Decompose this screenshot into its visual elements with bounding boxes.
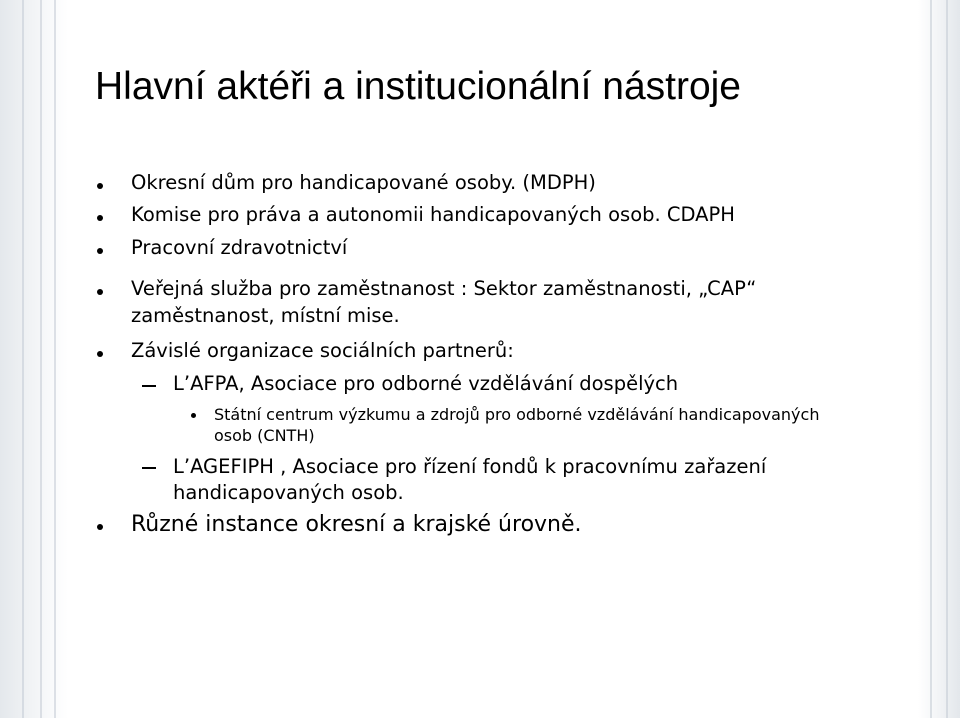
left-edge-gradient	[0, 0, 68, 718]
bullet-marker	[97, 248, 103, 254]
sub-item-agefiph-line1: L’AGEFIPH , Asociace pro řízení fondů k pracovnímu zařazení	[173, 455, 767, 478]
decor-stripe	[946, 0, 948, 718]
sub-item-agefiph-line2: handicapovaných osob.	[173, 481, 404, 504]
bullet-marker	[97, 183, 103, 189]
decor-stripe	[54, 0, 56, 718]
bullet-marker	[97, 351, 103, 357]
slide-title: Hlavní aktéři a institucionální nástroje	[95, 65, 741, 108]
bullet-marker	[97, 524, 103, 530]
subsub-item-cnth-line2: osob (CNTH)	[214, 426, 315, 445]
bullet-item-employment-line1: Veřejná služba pro zaměstnanost : Sektor zaměstnanosti, „CAP“	[131, 277, 757, 300]
subsub-item-cnth-line1: Státní centrum výzkumu a zdrojů pro odborné vzdělávání handicapovaných	[214, 405, 820, 424]
bullet-item-employment-line2: zaměstnanost, místní mise.	[131, 304, 400, 327]
dash-marker	[142, 385, 156, 387]
bullet-item-instances: Různé instance okresní a krajské úrovně.	[131, 512, 582, 537]
decor-stripe	[40, 0, 42, 718]
right-edge-gradient	[918, 0, 960, 718]
bullet-marker	[191, 413, 196, 418]
dash-marker	[142, 467, 156, 469]
bullet-item-mdph: Okresní dům pro handicapované osoby. (MDPH)	[131, 171, 596, 194]
bullet-item-cdaph: Komise pro práva a autonomii handicapovaných osob. CDAPH	[131, 203, 735, 226]
bullet-item-health: Pracovní zdravotnictví	[131, 236, 348, 259]
decor-stripe	[930, 0, 932, 718]
bullet-item-partners: Závislé organizace sociálních partnerů:	[131, 339, 514, 362]
bullet-marker	[97, 289, 103, 295]
decor-stripe	[22, 0, 24, 718]
sub-item-afpa: L’AFPA, Asociace pro odborné vzdělávání dospělých	[173, 372, 679, 395]
bullet-marker	[97, 215, 103, 221]
